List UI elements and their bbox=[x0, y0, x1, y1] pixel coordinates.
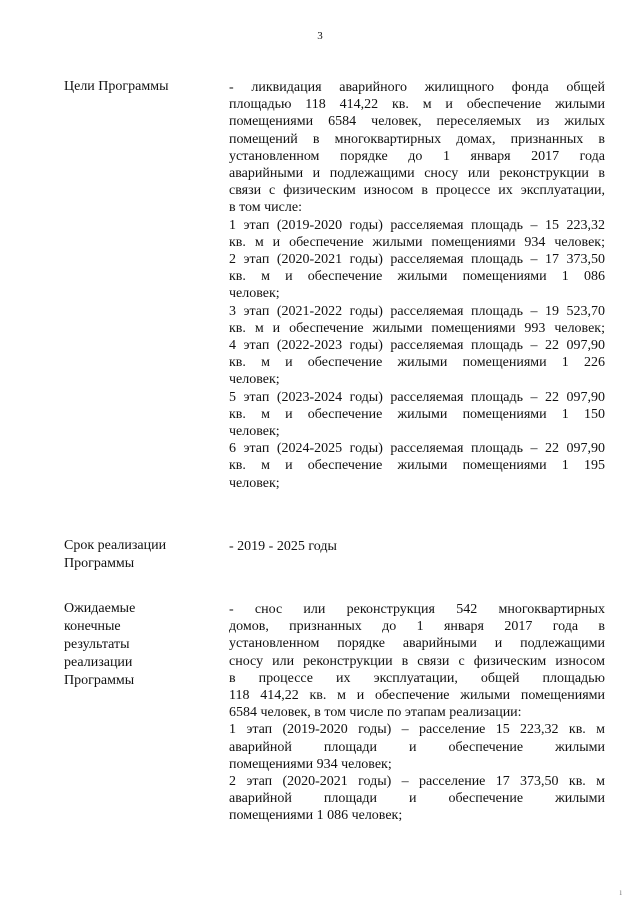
section-label bbox=[64, 600, 214, 690]
label-line: реализации bbox=[64, 655, 133, 670]
content-line: 6584 человек, в том числе по этапам реализации: bbox=[229, 705, 522, 721]
label-line: Срок реализации bbox=[64, 538, 167, 553]
content-line: - снос или реконструкция 542 многоквартирных bbox=[229, 602, 605, 617]
label-line: Программы bbox=[64, 556, 135, 571]
content-line: установленном порядке до 1 января 2017 года bbox=[229, 148, 605, 164]
content-line: кв. м и обеспечение жилыми помещениями 1 150 bbox=[229, 406, 605, 422]
content-line: в процессе их эксплуатации, общей площадью bbox=[229, 670, 605, 686]
content-line: человек; bbox=[229, 286, 280, 302]
content-line: - ликвидация аварийного жилищного фонда общей bbox=[229, 80, 605, 95]
content-line: человек; bbox=[229, 475, 280, 491]
corner-mark: ı bbox=[619, 887, 622, 897]
content-line: 1 этап (2019-2020 годы) расселяемая площадь – 15 223,32 bbox=[229, 217, 605, 233]
label-line: Цели Программы bbox=[64, 79, 169, 94]
content-line: - 2019 - 2025 годы bbox=[229, 539, 337, 554]
content-line: кв. м и обеспечение жилыми помещениями 1 195 bbox=[229, 458, 605, 474]
content-line: человек; bbox=[229, 372, 280, 388]
content-line: 3 этап (2021-2022 годы) расселяемая площадь – 19 523,70 bbox=[229, 303, 605, 319]
content-line: 5 этап (2023-2024 годы) расселяемая площадь – 22 097,90 bbox=[229, 389, 605, 405]
content-line: помещениями 934 человек; bbox=[229, 756, 392, 772]
content-line: аварийной площади и обеспечение жилыми bbox=[229, 739, 605, 755]
content-line: 2 этап (2020-2021 годы) расселяемая площадь – 17 373,50 bbox=[229, 252, 605, 268]
section-label bbox=[64, 537, 214, 573]
section-label bbox=[64, 78, 214, 96]
content-line: помещениями 1 086 человек; bbox=[229, 808, 403, 824]
content-line: кв. м и обеспечение жилыми помещениями 1 086 bbox=[229, 269, 605, 285]
content-line: 1 этап (2019-2020 годы) – расселение 15 223,32 кв. м bbox=[229, 722, 605, 738]
label-line: конечные bbox=[64, 619, 121, 634]
content-line: 6 этап (2024-2025 годы) расселяемая площадь – 22 097,90 bbox=[229, 441, 605, 457]
section-content bbox=[229, 538, 605, 555]
content-line: 118 414,22 кв. м и обеспечение жилыми помещениями bbox=[229, 688, 605, 704]
content-line: кв. м и обеспечение жилыми помещениями 1 226 bbox=[229, 355, 605, 371]
label-line: Ожидаемые bbox=[64, 601, 136, 616]
content-line: сносу или реконструкции в связи с физическим износом bbox=[229, 653, 605, 669]
content-line: установленном порядке аварийными и подлежащими bbox=[229, 636, 605, 652]
content-line: помещений в многоквартирных домах, признанных в bbox=[229, 131, 605, 147]
content-line: связи с физическим износом в процессе их эксплуатации, bbox=[229, 183, 605, 199]
section-content bbox=[229, 601, 605, 825]
page-number: 3 bbox=[317, 30, 323, 42]
content-line: человек; bbox=[229, 424, 280, 440]
section-content bbox=[229, 79, 605, 492]
content-line: аварийной площади и обеспечение жилыми bbox=[229, 791, 605, 807]
content-line: помещениями 6584 человек, переселяемых из жилых bbox=[229, 114, 605, 130]
content-line: в том числе: bbox=[229, 200, 302, 216]
content-line: 4 этап (2022-2023 годы) расселяемая площадь – 22 097,90 bbox=[229, 338, 605, 354]
content-line: домов, признанных до 1 января 2017 года в bbox=[229, 619, 605, 635]
content-line: 2 этап (2020-2021 годы) – расселение 17 373,50 кв. м bbox=[229, 774, 605, 790]
label-line: результаты bbox=[64, 637, 130, 652]
content-line: кв. м и обеспечение жилыми помещениями 934 человек; bbox=[229, 234, 605, 250]
label-line: Программы bbox=[64, 673, 135, 688]
content-line: аварийными и подлежащими сносу или реконструкции в bbox=[229, 166, 605, 182]
content-line: кв. м и обеспечение жилыми помещениями 993 человек; bbox=[229, 320, 605, 336]
content-line: площадью 118 414,22 кв. м и обеспечение жилыми bbox=[229, 97, 605, 113]
